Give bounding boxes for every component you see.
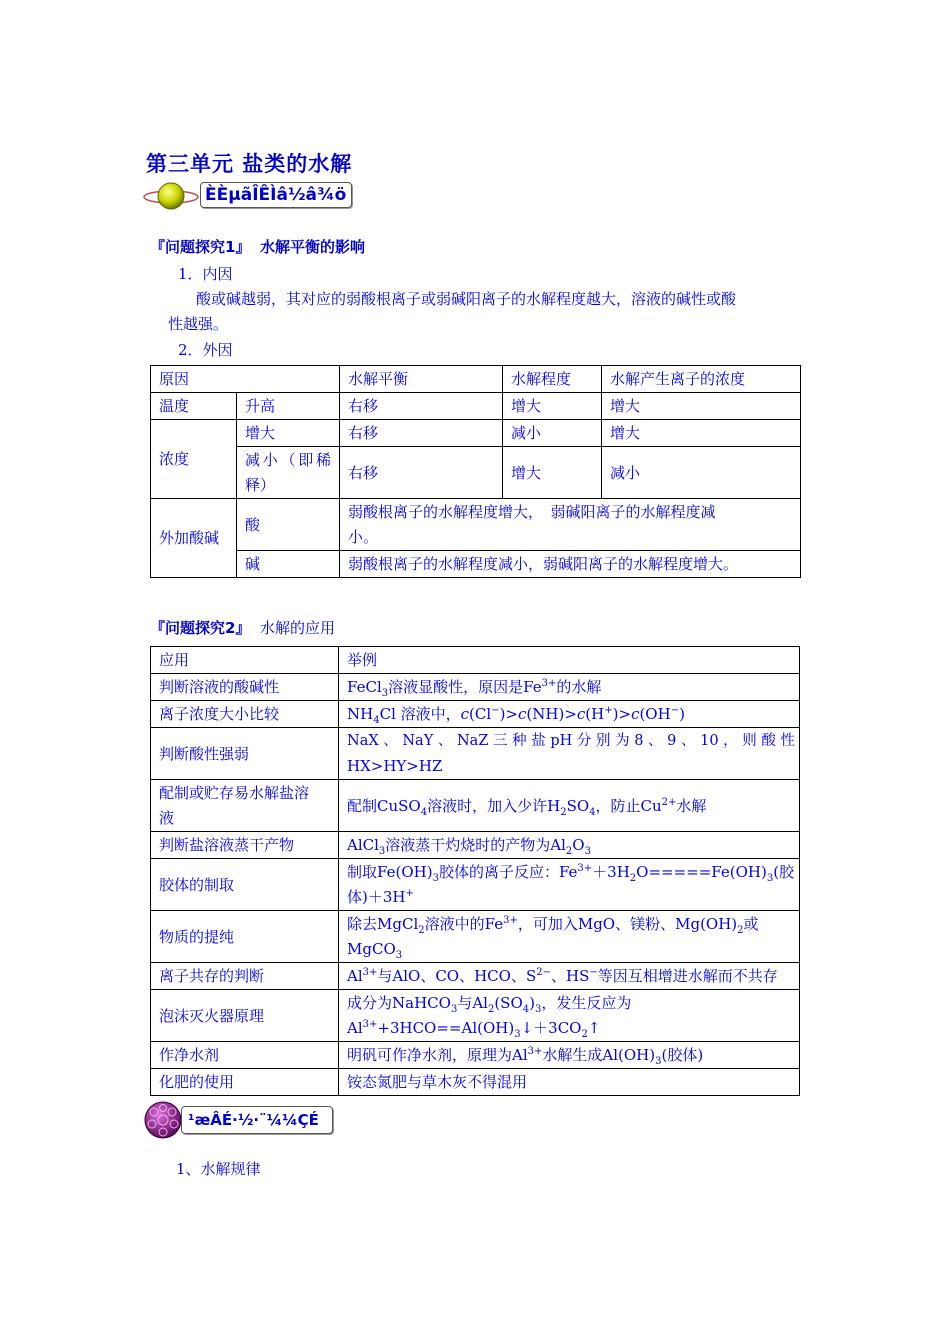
table-row [151,701,800,728]
methods-label: ¹æÂÉ·½·¨¼¼ÇÉ [181,1106,333,1134]
table-row [151,551,801,578]
example-cell: $NH_4Cl$ 溶液中，c(Cl−)>c(NH)>c(H+)>c(OH−) [339,701,800,728]
table-row [151,963,800,990]
condition-cell: 减小（即稀释） [237,447,340,499]
condition-cell: 升高 [237,393,340,420]
degree-cell: 增大 [503,393,602,420]
application-cell: 判断盐溶液蒸干产物 [151,832,339,859]
condition-cell: 碱 [237,551,340,578]
item2-label: 2．外因 [178,341,233,359]
application-line1: 配制或贮存易水解盐溶 [159,783,310,802]
table-row [151,447,801,499]
table-row [151,393,801,420]
methods-banner [141,1100,336,1140]
header-cell: 应用 [151,647,339,674]
example-cell: 铵态氮肥与草木灰不得混用 [339,1069,800,1096]
table-row [151,647,800,674]
example-line2: HX>HY>HZ [347,756,443,775]
section2-tag: 『问题探究2』 [150,619,251,637]
item1-label: 1．内因 [178,265,233,283]
section1-heading [150,236,365,257]
application-cell: 泡沫灭火器原理 [151,990,339,1042]
table-row [151,1069,800,1096]
section2-title: 水解的应用 [260,619,336,637]
application-cell: 化肥的使用 [151,1069,339,1096]
concentration-cell: 增大 [602,420,801,447]
factor-cell: 外加酸碱 [151,499,237,578]
equilibrium-cell: 右移 [340,393,503,420]
example-cell: 成分为NaHCO$_3$与$Al_2(SO_4)_3$，发生反应为 $Al^{3+}+3HCO==Al(OH)_3↓+3CO_2↑$ [339,990,800,1042]
table-row [151,990,800,1042]
table-row [151,728,800,780]
section1-tag: 『问题探究1』 [150,238,251,256]
application-cell: 离子浓度大小比较 [151,701,339,728]
example-cell: FeCl$_3$溶液显酸性，原因是$Fe^{3+}$的水解 [339,674,800,701]
effect-cell: 弱酸根离子的水解程度减小，弱碱阳离子的水解程度增大。 [340,551,801,578]
application-cell: 离子共存的判断 [151,963,339,990]
hot-issues-label: ÈÈµãÎÊÌâ½â¾ö [200,182,352,208]
table-row [151,366,801,393]
concentration-cell: 减小 [602,447,801,499]
section1-title: 水解平衡的影响 [260,238,366,256]
header-cell: 原因 [151,366,340,393]
table-row [151,499,801,551]
table-row [151,859,800,911]
application-cell: 作净水剂 [151,1042,339,1069]
example-cell: 制取$Fe(OH)_3$胶体的离子反应：$Fe^{3+}+3H_2O=====Fe(OH)_3$(胶 体)＋3H+ [339,859,800,911]
effect-line2: 小。 [348,527,379,546]
table-row [151,911,800,963]
table-row [151,832,800,859]
example-line1: NaX 、 NaY 、 NaZ 三 种 盐 pH 分 别 为 8 、 9 、 10 ， 则 酸 性 [347,732,795,749]
example-cell: AlCl$_3$溶液蒸干灼烧时的产物为$Al_2O_3$ [339,832,800,859]
header-cell: 举例 [339,647,800,674]
example-cell: 明矾可作净水剂，原理为$Al^{3+}$水解生成$Al(OH)_3$(胶体) [339,1042,800,1069]
example-cell: $Al^{3+}$与AlO、CO、HCO、$S^{2-}$、HS−等因互相增进水解而不共存 [339,963,800,990]
application-line2: 液 [159,808,175,827]
header-cell: 水解产生离子的浓度 [602,366,801,393]
example-cell [339,728,800,780]
equilibrium-cell: 右移 [340,420,503,447]
hydrolysis-applications-table [150,646,800,1096]
section2-heading [150,617,335,638]
equilibrium-cell: 右移 [340,447,503,499]
concentration-cell: 增大 [602,393,801,420]
hydrolysis-factors-table [150,365,801,578]
item1-text-line2: 性越强。 [168,315,229,333]
degree-cell: 增大 [503,447,602,499]
condition-cell: 增大 [237,420,340,447]
application-cell: 判断酸性强弱 [151,728,339,780]
effect-line1: 弱酸根离子的水解程度增大， 弱碱阳离子的水解程度减 [348,502,716,521]
application-cell: 胶体的制取 [151,859,339,911]
table-row [151,780,800,832]
application-cell: 判断溶液的酸碱性 [151,674,339,701]
degree-cell: 减小 [503,420,602,447]
hot-issues-banner [143,178,353,214]
factor-cell: 温度 [151,393,237,420]
factor-cell: 浓度 [151,420,237,499]
header-cell: 水解平衡 [340,366,503,393]
application-cell: 物质的提纯 [151,911,339,963]
table-row [151,420,801,447]
page-title: 第三单元 盐类的水解 [146,152,353,176]
table-row [151,674,800,701]
item1-text-line1: 酸或碱越弱，其对应的弱酸根离子或弱碱阳离子的水解程度越大，溶液的碱性或酸 [196,290,737,308]
table-row [151,1042,800,1069]
effect-cell [340,499,801,551]
header-cell: 水解程度 [503,366,602,393]
hydrolysis-rule-heading: 1、水解规律 [176,1160,261,1178]
application-cell [151,780,339,832]
condition-cell: 酸 [237,499,340,551]
example-cell: 除去MgCl$_2$溶液中的$Fe^{3+}$，可加入MgO、镁粉、$Mg(OH)_2$或 MgCO$_3$ [339,911,800,963]
example-cell: 配制CuSO$_4$溶液时，加入少许$H_2SO_4$，防止$Cu^{2+}$水解 [339,780,800,832]
